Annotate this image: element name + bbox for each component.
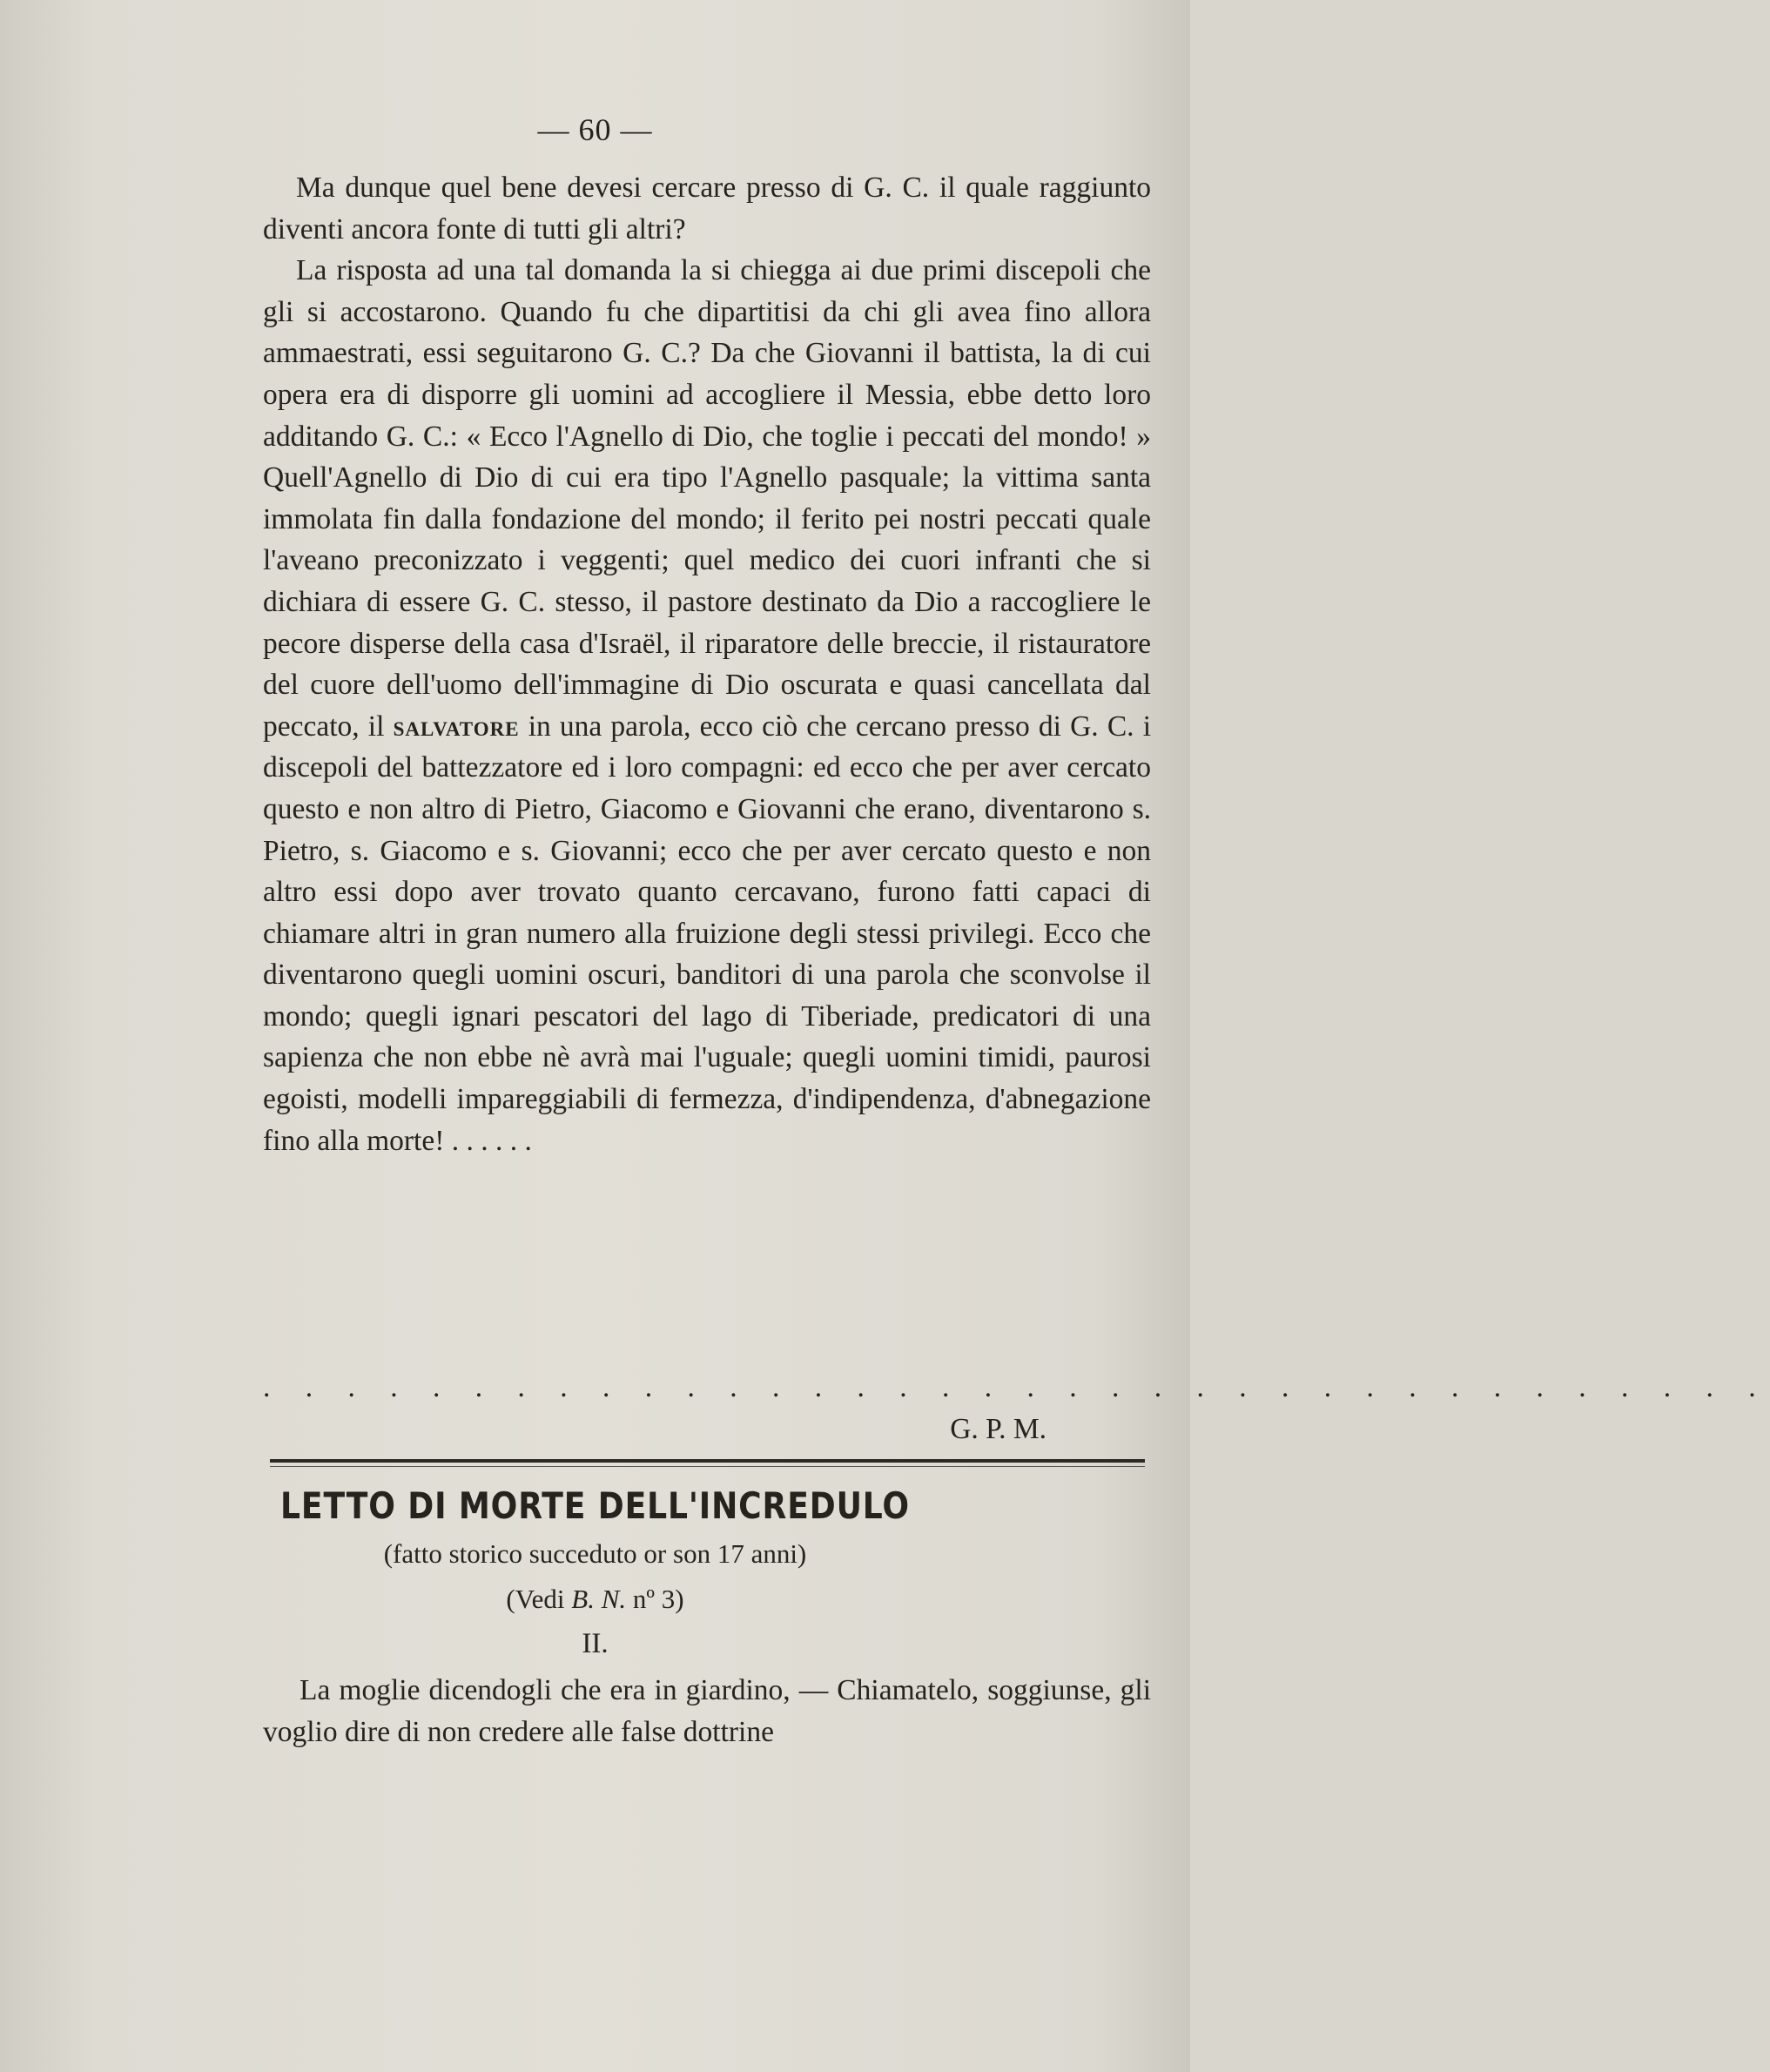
section-number: II.: [582, 1628, 609, 1659]
section-divider: [270, 1459, 1145, 1463]
article-signature: G. P. M.: [950, 1413, 1047, 1445]
article-paragraph-2-part-2: in una parola, ecco ciò che cercano presso di G. C. i discepoli del battezzatore ed i loro compagni: ed ecco che per aver cercato questo e non altro di Pietro, Giacomo e Giovanni che erano, diventarono s. Pietro, s. Giacomo e s. Giovanni; ecco che per aver cercato questo e non altro essi dopo aver trovato quanto cercavano, furono fatti capaci di chiamare altri in gran numero alla fruizione degli stessi privilegi. Ecco che diventarono quegli uomini oscuri, banditori di una parola che sconvolse il mondo; quegli ignari pescatori del lago di Tiberiade, predicatori di una sapienza che non ebbe nè avrà mai l'uguale; quegli uomini timidi, paurosi egoisti, modelli impareggiabili di fermezza, d'indipendenza, d'abnegazione fino alla morte! . . . . . .: [263, 710, 1152, 1157]
article-body: [263, 167, 1151, 1161]
article-paragraph-2-part-1: La risposta ad una tal domanda la si chiegga ai due primi discepoli che gli si accostarono. Quando fu che dipartitisi da chi gli avea fino allora ammaestrati, essi seguitarono G. C.? Da che Giovanni il battista, la di cui opera era di disporre gli uomini ad accogliere il Messia, ebbe detto loro additando G. C.: « Ecco l'Agnello di Dio, che toglie i peccati del mondo! » Quell'Agnello di Dio di cui era tipo l'Agnello pasquale; la vittima santa immolata fin dalla fondazione del mondo; il ferito pei nostri peccati quale l'aveano preconizzato i veggenti; quel medico dei cuori infranti che si dichiara di essere G. C. stesso, il pastore destinato da Dio a raccogliere le pecore disperse della casa d'Israël, il riparatore delle breccie, il ristauratore del cuore dell'uomo dell'immagine di Dio oscurata e quasi cancellata dal peccato, il: [263, 254, 1151, 743]
story-title: LETTO DI MORTE DELL'INCREDULO: [280, 1484, 910, 1527]
story-subtitle: (fatto storico succeduto or son 17 anni): [383, 1538, 807, 1569]
salvatore-word: salvatore: [393, 710, 520, 743]
article-paragraph-2: [263, 250, 1151, 1161]
story-paragraph: La moglie dicendogli che era in giardino, — Chiamatelo, soggiunse, gli voglio dire di non credere alle false dottrine: [263, 1674, 1151, 1748]
section-divider-thin: [270, 1466, 1145, 1467]
page-number: — 60 —: [537, 112, 653, 147]
story-reference: [0, 1580, 1190, 1618]
article-paragraph-1: Ma dunque quel bene devesi cercare presso di G. C. il quale raggiunto diventi ancora fonte di tutti gli altri?: [263, 172, 1151, 246]
story-body: [263, 1670, 1151, 1752]
reference-italic: B. N.: [571, 1584, 627, 1614]
reference-prefix: (Vedi: [506, 1584, 565, 1614]
reference-suffix: nº 3): [632, 1584, 684, 1614]
ellipsis-line: . . . . . . . . . . . . . . . . . . . . . . . . . . . . . . . . . . . .: [263, 1371, 1770, 1403]
